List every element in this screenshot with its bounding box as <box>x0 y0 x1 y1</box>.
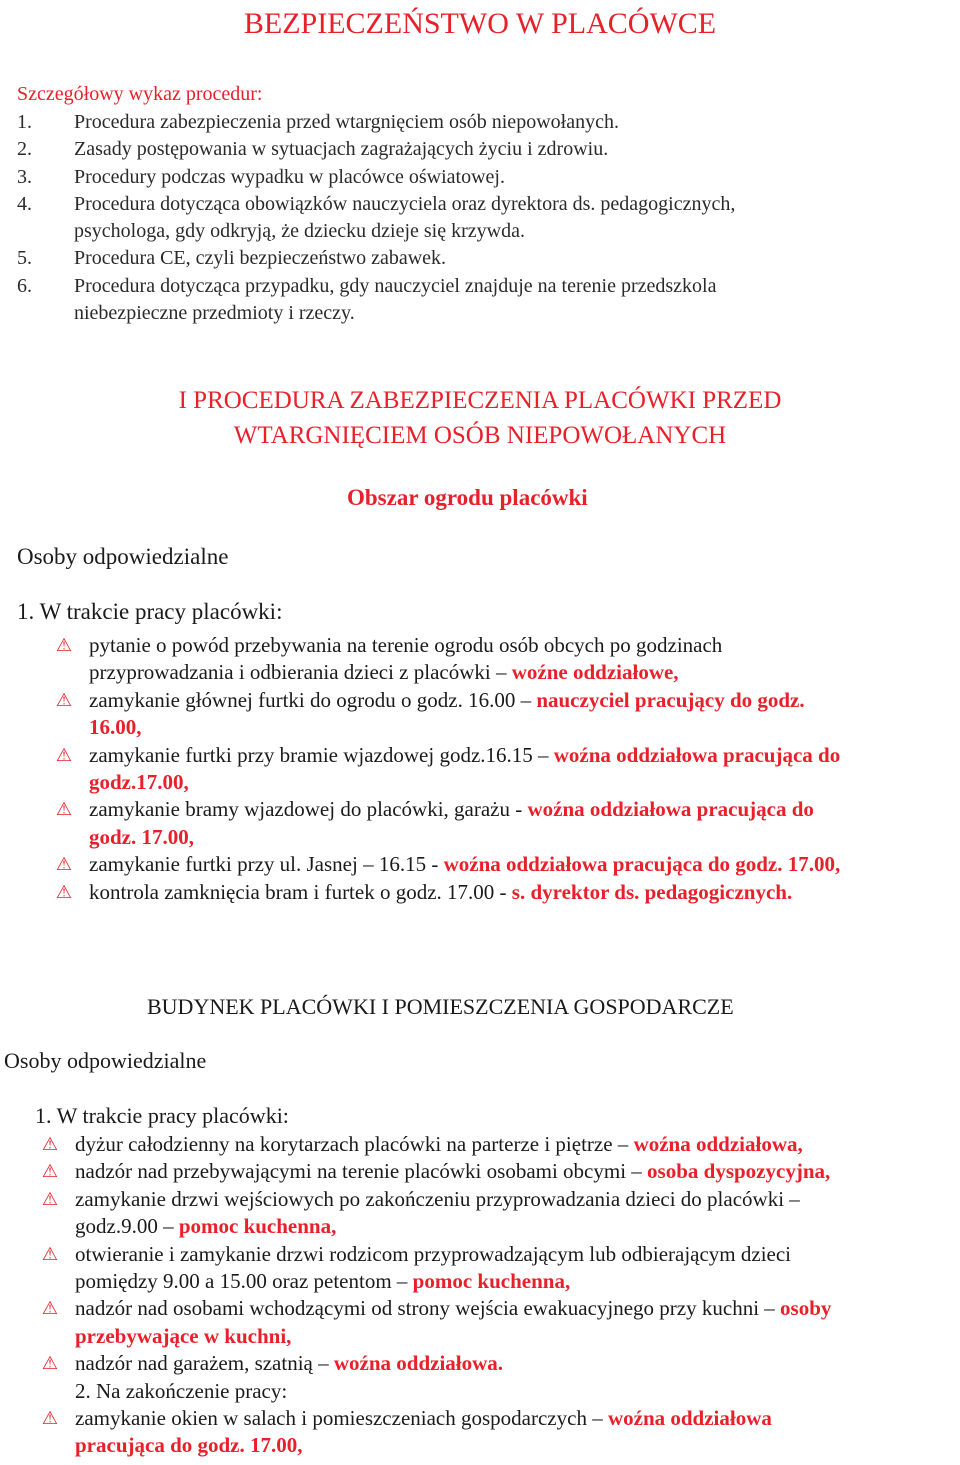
bullet-icon: ⚠ <box>41 1243 59 1264</box>
list-item: ⚠ zamykanie furtki przy ul. Jasnej – 16.15 - woźna oddziałowa pracująca do godz. 17.00, <box>49 851 840 878</box>
list-item: 3. Procedury podczas wypadku w placówce oświatowej. <box>17 165 505 188</box>
list-item: ⚠ zamykanie furtki przy bramie wjazdowej godz.16.15 – woźna oddziałowa pracująca do godz.17.00, <box>49 742 840 797</box>
bullet-icon: ⚠ <box>41 1188 59 1209</box>
bullet-icon: ⚠ <box>41 1161 59 1182</box>
list-item: 1. Procedura zabezpieczenia przed wtargnięciem osób niepowołanych. <box>17 111 619 133</box>
list-item: ⚠ pytanie o powód przebywania na terenie ogrodu osób obcych po godzinach przyprowadzania i odbierania dzieci z placówki – woźne oddziałowe, <box>49 632 840 687</box>
list-item: ⚠ zamykanie drzwi wejściowych po zakończeniu przyprowadzania dzieci do placówki – godz.9.00 – pomoc kuchenna, <box>35 1186 831 1241</box>
page-title: BEZPIECZEŃSTWO W PLACÓWCE <box>243 7 717 40</box>
list-item: ⚠ nadzór nad osobami wchodzącymi od strony wejścia ewakuacyjnego przy kuchni – osoby przebywające w kuchni, <box>35 1295 831 1350</box>
bullet-icon: ⚠ <box>55 689 73 710</box>
list-item: ⚠ kontrola zamknięcia bram i furtek o godz. 17.00 - s. dyrektor ds. pedagogicznych. <box>49 879 840 906</box>
list-item-continuation: psychologa, gdy odkryją, że dziecku dzieje się krzywda. <box>74 220 525 243</box>
end-of-work-heading: 2. Na zakończenie pracy: <box>75 1378 288 1403</box>
garden-duties-list <box>49 632 840 906</box>
list-item: 4. Procedura dotycząca obowiązków nauczyciela oraz dyrektora ds. pedagogicznych, <box>17 192 736 215</box>
list-item: ⚠ nadzór nad przebywającymi na terenie placówki osobami obcymi – osoba dyspozycyjna, <box>35 1158 831 1185</box>
procedure-title-line-2: WTARGNIĘCIEM OSÓB NIEPOWOŁANYCH <box>233 422 727 449</box>
bullet-icon: ⚠ <box>41 1134 59 1154</box>
list-item: 2. Zasady postępowania w sytuacjach zagrażających życiu i zdrowiu. <box>17 138 609 161</box>
list-item: ⚠ dyżur całodzienny na korytarzach placówki na parterze i piętrze – woźna oddziałowa, <box>35 1131 831 1158</box>
list-item: ⚠ zamykanie bramy wjazdowej do placówki, garażu - woźna oddziałowa pracująca do godz. 17.00, <box>49 796 840 851</box>
bullet-icon: ⚠ <box>41 1408 59 1429</box>
bullet-icon: ⚠ <box>55 744 73 765</box>
responsible-persons-label: Osoby odpowiedzialne <box>4 1048 207 1073</box>
list-item: 5. Procedura CE, czyli bezpieczeństwo zabawek. <box>17 247 447 270</box>
list-item: ⚠ nadzór nad garażem, szatnią – woźna oddziałowa. <box>35 1350 831 1377</box>
section-heading: 1. W trakcie pracy placówki: <box>17 599 283 624</box>
list-item: 6. Procedura dotycząca przypadku, gdy nauczyciel znajduje na terenie przedszkola <box>17 274 717 297</box>
building-area-title: BUDYNEK PLACÓWKI I POMIESZCZENIA GOSPODARCZE <box>147 994 734 1019</box>
list-item-continuation: niebezpieczne przedmioty i rzeczy. <box>74 302 355 325</box>
bullet-icon: ⚠ <box>55 881 73 902</box>
building-duties-list <box>35 1131 831 1460</box>
bullet-icon: ⚠ <box>41 1353 59 1374</box>
procedure-list-heading: Szczegółowy wykaz procedur: <box>17 83 263 105</box>
list-item: ⚠ zamykanie głównej furtki do ogrodu o godz. 16.00 – nauczyciel pracujący do godz. 16.00, <box>49 687 840 742</box>
responsible-persons-label: Osoby odpowiedzialne <box>17 544 229 569</box>
procedure-list <box>17 109 735 327</box>
bullet-icon: ⚠ <box>41 1298 59 1319</box>
section-heading: 1. W trakcie pracy placówki: <box>35 1103 289 1128</box>
list-item: ⚠ zamykanie okien w salach i pomieszczeniach gospodarczych – woźna oddziałowa pracująca do godz. 17.00, <box>35 1405 831 1460</box>
procedure-title-line-1: I PROCEDURA ZABEZPIECZENIA PLACÓWKI PRZED <box>178 387 782 414</box>
bullet-icon: ⚠ <box>55 854 73 875</box>
list-item: ⚠ otwieranie i zamykanie drzwi rodzicom przyprowadzającym lub odbierającym dzieci pomiędzy 9.00 a 15.00 oraz petentom – pomoc kuchenna, <box>35 1241 831 1296</box>
garden-area-title: Obszar ogrodu placówki <box>347 485 588 510</box>
bullet-icon: ⚠ <box>55 635 73 655</box>
bullet-icon: ⚠ <box>55 799 73 820</box>
